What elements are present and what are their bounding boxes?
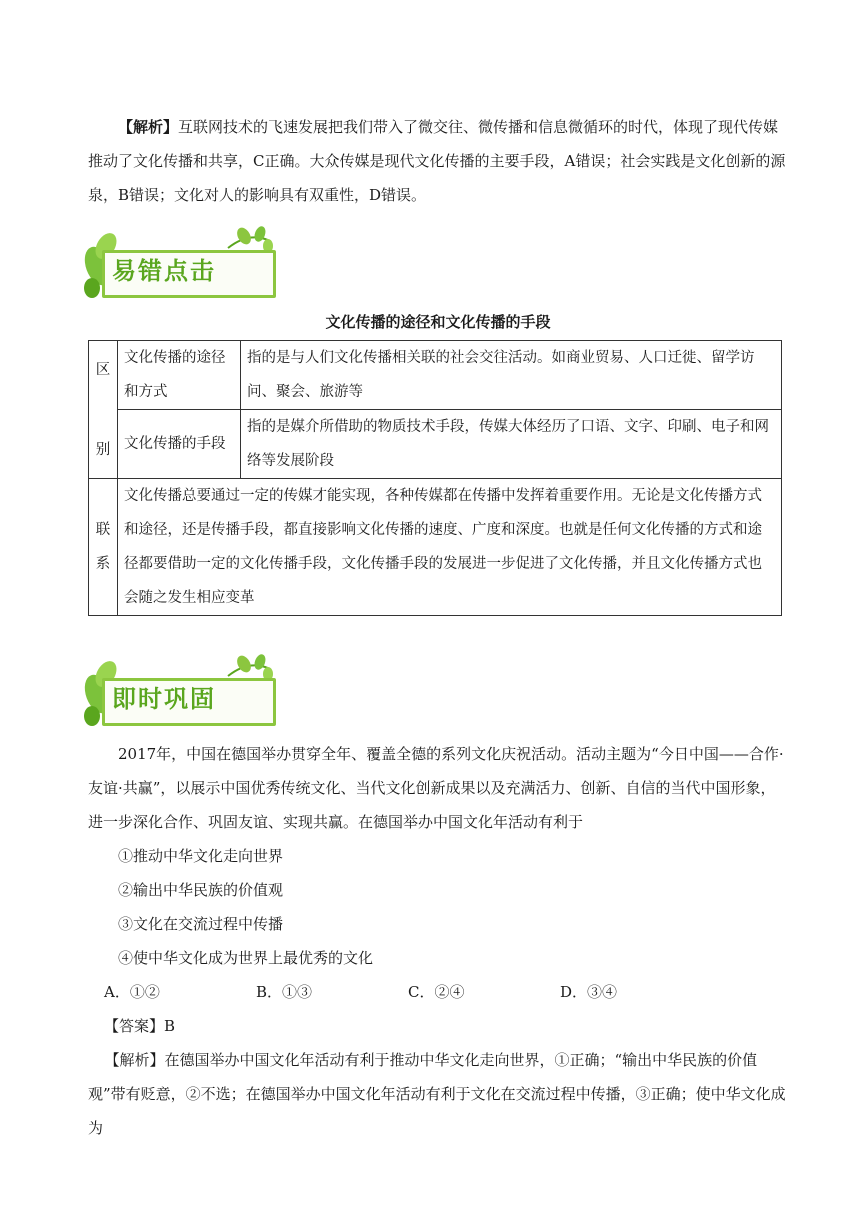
badge-label: 易错点击 (112, 257, 216, 285)
error-prone-badge (78, 222, 274, 298)
table-title: 文化传播的途径和文化传播的手段 (325, 313, 551, 331)
question-option: ③文化在交流过程中传播 (118, 915, 284, 933)
table-row (89, 341, 782, 410)
choice-d: D．③④ (560, 983, 618, 1001)
choice-a: A．①② (104, 983, 160, 1001)
question-analysis: 【解析】在德国举办中国文化年活动有利于推动中华文化走向世界，①正确；“输出中华民族的价值观”带有贬意，②不选；在德国举办中国文化年活动有利于文化在交流过程中传播，③正确；使中华文化成为 (88, 1051, 786, 1137)
choice-c: C．②④ (408, 983, 465, 1001)
practice-badge (78, 650, 274, 726)
choice-b: B．①③ (256, 983, 313, 1001)
relation-cell: 文化传播总要通过一定的传媒才能实现，各种传媒都在传播中发挥着重要作用。无论是文化传播方式和途径，还是传播手段，都直接影响文化传播的速度、广度和深度。也就是任何文化传播的方式和途径都要借助一定的文化传播手段，文化传播手段的发展进一步促进了文化传播，并且文化传播方式也会随之发生相应变革 (118, 479, 782, 616)
category-cell: 文化传播的手段 (118, 410, 241, 479)
question-option: ①推动中华文化走向世界 (118, 847, 284, 865)
category-cell: 文化传播的途径和方式 (118, 341, 241, 410)
analysis-text: 互联网技术的飞速发展把我们带入了微交往、微传播和信息微循环的时代，体现了现代传媒推动了文化传播和共享，C正确。大众传媒是现代文化传播的主要手段，A错误；社会实践是文化创新的源泉，B错误；文化对人的影响具有双重性，D错误。 (88, 118, 786, 204)
analysis-tag: 【解析】 (118, 118, 179, 136)
analysis-paragraph (88, 110, 788, 212)
content-cell: 指的是媒介所借助的物质技术手段，传媒大体经历了口语、文字、印刷、电子和网络等发展阶段 (241, 410, 782, 479)
badge-label: 即时巩固 (112, 685, 216, 713)
question-option: ②输出中华民族的价值观 (118, 881, 284, 899)
comparison-table (88, 340, 782, 616)
table-row (89, 410, 782, 479)
answer-line: 【答案】B (104, 1017, 176, 1035)
relation-label-cell: 联 系 (89, 479, 118, 616)
answer-choices (104, 975, 784, 1009)
question-option: ④使中华文化成为世界上最优秀的文化 (118, 949, 374, 967)
content-cell: 指的是与人们文化传播相关联的社会交往活动。如商业贸易、人口迁徙、留学访问、聚会、旅游等 (241, 341, 782, 410)
table-row (89, 479, 782, 616)
question-stem: 2017年，中国在德国举办贯穿全年、覆盖全德的系列文化庆祝活动。活动主题为“今日中国——合作·友谊·共赢”，以展示中国优秀传统文化、当代文化创新成果以及充满活力、创新、自信的当代中国形象，进一步深化合作、巩固友谊、实现共赢。在德国举办中国文化年活动有利于 (88, 745, 784, 831)
difference-label-cell: 区 别 (89, 341, 118, 479)
